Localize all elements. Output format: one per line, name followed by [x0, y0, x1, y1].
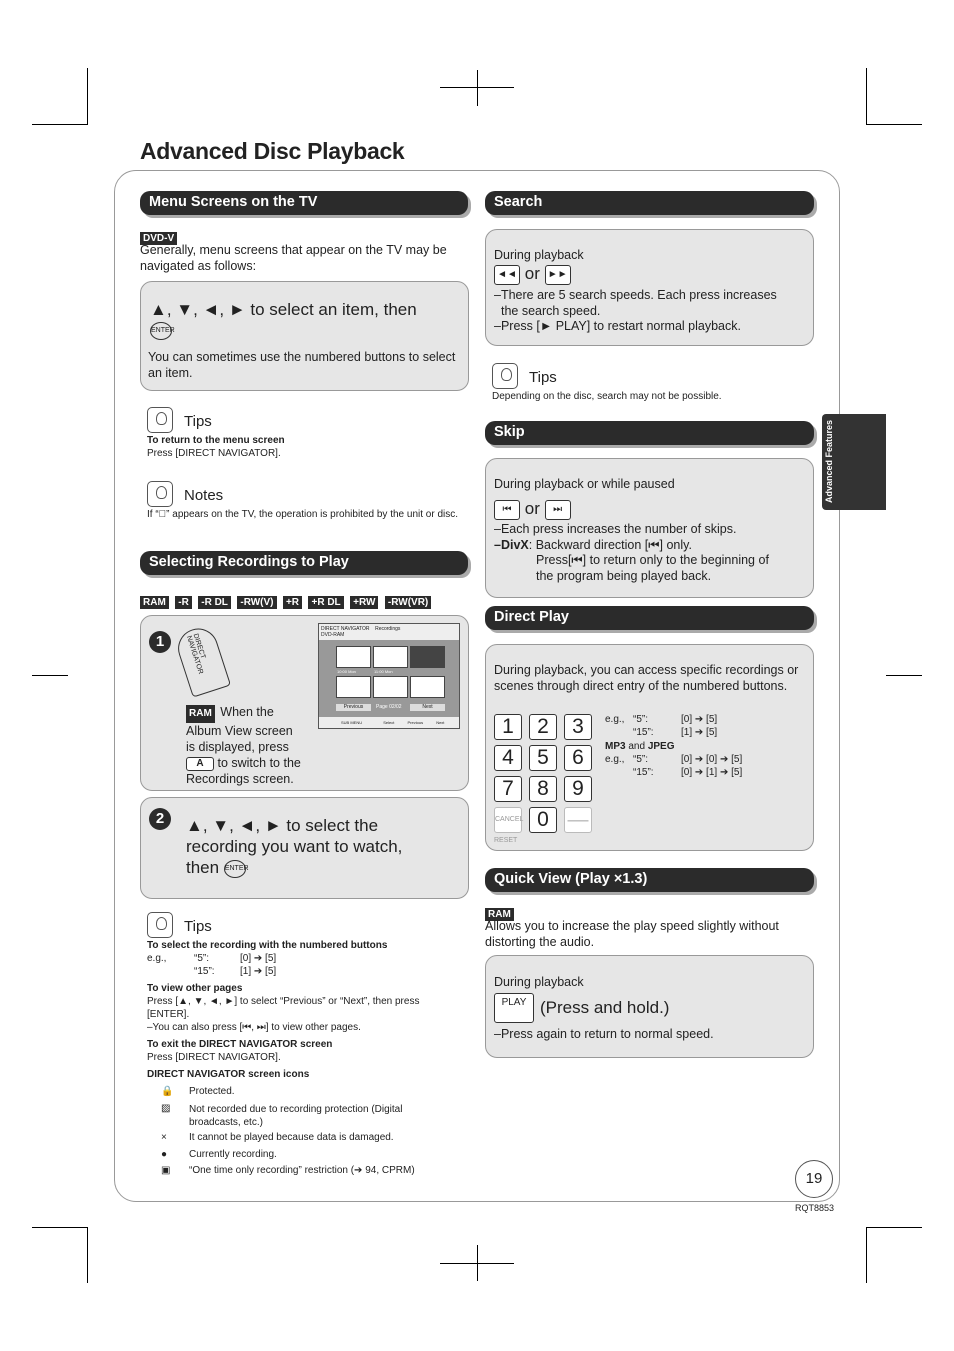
fast-forward-button-icon: ►► — [545, 265, 571, 285]
number-key-9: 9 — [564, 776, 592, 802]
quick-view-intro: Allows you to increase the play speed slightly without distorting the audio. — [485, 919, 779, 949]
skip-line: –Each press increases the number of skips. — [494, 522, 737, 536]
step-1-text-d: to switch to the — [217, 756, 301, 770]
enter-button-icon: ENTER — [224, 860, 246, 878]
no-record-icon: ▨ — [161, 1103, 171, 1114]
skip-line: : Backward direction [⏮] only. — [528, 538, 692, 552]
icon-row — [161, 1086, 173, 1097]
example-value: [0] ➔ [5] — [681, 714, 718, 725]
disc-tag: RAM — [186, 705, 215, 723]
number-key-5: 5 — [529, 745, 557, 771]
disc-tag: RAM — [140, 596, 169, 609]
mp3-label: MP3 — [605, 741, 626, 752]
icon-row — [161, 1103, 170, 1114]
quick-view-note: –Press again to return to normal speed. — [494, 1027, 714, 1041]
icon-description: It cannot be played because data is damaged. — [189, 1132, 394, 1143]
skip-line: Press[⏮] to return only to the beginning of — [536, 553, 769, 567]
disc-tag: -RW(V) — [237, 596, 276, 609]
search-during: During playback — [494, 248, 584, 262]
example-key: “5”: — [633, 714, 648, 725]
or-text: or — [524, 264, 540, 283]
dash-key: — — [564, 807, 592, 833]
step-1-text-c: is displayed, press — [186, 740, 289, 754]
menu-note: You can sometimes use the numbered buttons to select an item. — [148, 350, 456, 380]
number-key-8: 8 — [529, 776, 557, 802]
cancel-key: CANCEL — [494, 807, 522, 833]
tips-icon — [147, 407, 173, 433]
menu-intro: Generally, menu screens that appear on the TV may be navigated as follows: — [140, 243, 447, 273]
direct-play-heading: Direct Play — [485, 606, 814, 630]
number-key-0: 0 — [529, 807, 557, 833]
skip-line: the program being played back. — [536, 569, 712, 583]
tip-eg: e.g., — [147, 953, 167, 964]
tip-text: Depending on the disc, search may not be possible. — [492, 391, 722, 402]
tip-text: Press [DIRECT NAVIGATOR]. — [147, 1052, 281, 1063]
page-number: 19 — [795, 1160, 833, 1198]
screen-previous: Previous — [336, 704, 371, 711]
tips-label: Tips — [184, 413, 212, 430]
example-value: [0] ➔ [0] ➔ [5] — [681, 754, 743, 765]
thumb-label: 10:00 Mon — [337, 669, 356, 674]
or-text: or — [524, 499, 540, 518]
tip-title: To select the recording with the numbered buttons — [147, 940, 388, 951]
tip-title: To exit the DIRECT NAVIGATOR screen — [147, 1039, 333, 1050]
step-1-text-b: Album View screen — [186, 724, 293, 738]
lock-icon: 🔒 — [161, 1086, 174, 1097]
number-key-1: 1 — [494, 714, 522, 740]
tips-label: Tips — [529, 369, 557, 386]
icon-row — [161, 1132, 167, 1143]
search-line: –Press [► PLAY] to restart normal playback. — [494, 319, 741, 333]
notes-text: If “⃠” appears on the TV, the operation is prohibited by the unit or disc. — [147, 509, 459, 520]
disc-tag: -R — [175, 596, 192, 609]
example-key: “5”: — [633, 754, 648, 765]
step-1-text-e: Recordings screen. — [186, 772, 294, 786]
disc-tag-list — [140, 592, 433, 610]
navigator-button-label: DIRECT NAVIGATOR — [184, 632, 207, 676]
screen-subtitle: Recordings — [375, 626, 401, 632]
side-tab-label: Advanced Features — [824, 420, 834, 504]
menu-instruction: ▲, ▼, ◄, ► to select an item, then — [150, 300, 417, 319]
quick-view-heading: Quick View (Play ×1.3) — [485, 868, 814, 892]
disc-tag: DVD-V — [140, 232, 177, 245]
step-2-text-b: recording you want to watch, — [186, 837, 403, 856]
disc-tag: +R DL — [308, 596, 343, 609]
icon-row — [161, 1165, 170, 1176]
step-1-number: 1 — [149, 631, 171, 653]
step-1-text-a: When the — [220, 705, 274, 719]
example-value: [0] ➔ [1] ➔ [5] — [681, 767, 743, 778]
jpeg-label: JPEG — [647, 741, 675, 752]
number-key-4: 4 — [494, 745, 522, 771]
a-button-icon: A — [186, 757, 214, 771]
example-eg: e.g., — [605, 754, 625, 765]
screen-prev-hint: Previous — [407, 720, 424, 725]
press-and-hold: (Press and hold.) — [540, 998, 670, 1017]
page-title: Advanced Disc Playback — [140, 138, 405, 164]
skip-heading: Skip — [485, 421, 814, 445]
step-2-text-c: then — [186, 858, 220, 877]
tip-example-value: [1] ➔ [5] — [240, 966, 277, 977]
reset-label: RESET — [494, 837, 518, 844]
skip-forward-button-icon: ⏭ — [545, 500, 571, 520]
quick-view-during: During playback — [494, 975, 584, 989]
tip-example-value: [0] ➔ [5] — [240, 953, 277, 964]
icon-description: Not recorded due to recording protection (Digital broadcasts, etc.) — [189, 1104, 403, 1128]
menu-screens-heading: Menu Screens on the TV — [140, 191, 468, 215]
search-line: the search speed. — [501, 304, 601, 318]
icon-description: Protected. — [189, 1086, 235, 1097]
notes-icon — [147, 481, 173, 507]
number-key-3: 3 — [564, 714, 592, 740]
screen-page: Page 02/02 — [376, 704, 402, 710]
tip-title: To return to the menu screen — [147, 435, 285, 446]
example-key: “15”: — [633, 767, 654, 778]
side-tab — [822, 414, 886, 510]
selecting-recordings-heading: Selecting Recordings to Play — [140, 551, 468, 575]
play-button-label: PLAY — [501, 997, 527, 1008]
screen-next-hint: Next — [436, 720, 445, 725]
disc-tag: RAM — [485, 908, 514, 921]
thumb-label: 11:00 Mon — [374, 669, 393, 674]
rewind-button-icon: ◄◄ — [494, 265, 520, 285]
icon-description: Currently recording. — [189, 1149, 277, 1160]
tips-icon — [492, 363, 518, 389]
recording-icon: ● — [161, 1149, 168, 1160]
divx-label: –DivX — [494, 538, 529, 552]
notes-label: Notes — [184, 487, 224, 504]
screen-select: Select — [383, 720, 395, 725]
direct-navigator-screen — [318, 623, 460, 729]
tip-text: –You can also press [⏮, ⏭] to view other pages. — [147, 1022, 361, 1033]
play-button-icon — [494, 993, 534, 1023]
direct-play-intro: During playback, you can access specific recordings or scenes through direct entry of the numbered buttons. — [494, 663, 799, 693]
tip-example-key: “5”: — [194, 953, 209, 964]
tip-text: Press [▲, ▼, ◄, ►] to select “Previous” or “Next”, then press [ENTER]. — [147, 996, 420, 1020]
example-eg: e.g., — [605, 714, 625, 725]
disc-tag: -R DL — [198, 596, 231, 609]
search-heading: Search — [485, 191, 814, 215]
disc-tag: +R — [283, 596, 302, 609]
number-key-2: 2 — [529, 714, 557, 740]
screen-disc: DVD-RAM — [321, 632, 345, 638]
tips-label: Tips — [184, 918, 212, 935]
step-2-number: 2 — [149, 808, 171, 830]
document-code: RQT8853 — [795, 1203, 835, 1213]
example-value: [1] ➔ [5] — [681, 727, 718, 738]
tip-title: DIRECT NAVIGATOR screen icons — [147, 1069, 310, 1080]
tips-icon — [147, 912, 173, 938]
damaged-icon: × — [161, 1132, 167, 1143]
skip-back-button-icon: ⏮ — [494, 500, 520, 520]
icon-row — [161, 1149, 167, 1160]
tip-example-key: “15”: — [194, 966, 215, 977]
example-key: “15”: — [633, 727, 654, 738]
icon-description: “One time only recording” restriction (➔ 94, CPRM) — [189, 1165, 415, 1176]
search-line: –There are 5 search speeds. Each press increases — [494, 288, 777, 302]
enter-button-icon: ENTER — [150, 322, 172, 340]
number-key-6: 6 — [564, 745, 592, 771]
disc-tag: +RW — [350, 596, 378, 609]
and-label: and — [628, 741, 646, 752]
tip-text: Press [DIRECT NAVIGATOR]. — [147, 448, 281, 459]
one-time-restriction-icon: ▣ — [161, 1165, 171, 1176]
screen-title: DIRECT NAVIGATOR — [321, 626, 370, 632]
skip-during: During playback or while paused — [494, 477, 675, 491]
tip-title: To view other pages — [147, 983, 243, 994]
disc-tag: -RW(VR) — [385, 596, 431, 609]
screen-submenu: SUB MENU — [341, 720, 363, 725]
number-key-7: 7 — [494, 776, 522, 802]
step-2-text-a: ▲, ▼, ◄, ► to select the — [186, 816, 379, 835]
screen-next: Next — [410, 704, 445, 711]
